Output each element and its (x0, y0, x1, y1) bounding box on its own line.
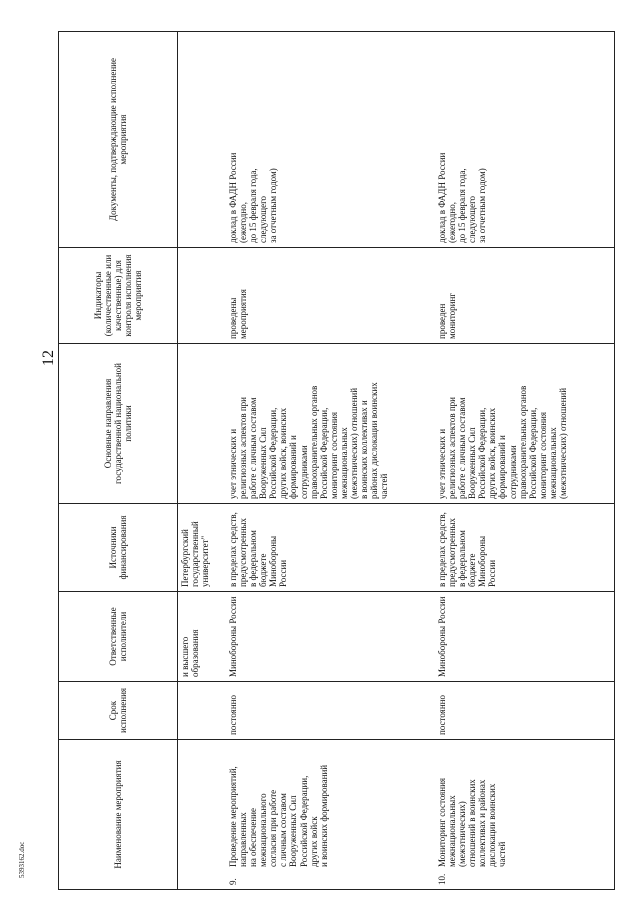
row-number: 10. (437, 873, 447, 885)
header-documents: Документы, подтверждающие исполнение мероприятия (59, 32, 178, 248)
header-funding: Источники финансирования (59, 504, 178, 592)
row-executors: Минобороны России (435, 592, 615, 682)
row-documents: доклад в ФАДН России (ежегодно, до 15 февраля года, следующего за отчетным годом) (226, 32, 435, 248)
header-directions: Основные направления государственной национальной политики (59, 344, 178, 504)
continuation-row (178, 32, 227, 890)
continuation-funding: Петербургский государственный университет" (178, 504, 227, 592)
row-funding: в пределах средств, предусмотренных в федеральном бюджете Минобороны России (226, 504, 435, 592)
row-name: Проведение мероприятий, направленных на обеспечение межнационального согласия при работе с личным составом Вооруженных Сил Российской Федерации, других войск и воинских формирований (228, 764, 329, 867)
row-term: постоянно (226, 682, 435, 740)
row-term: постоянно (435, 682, 615, 740)
row-executors: Минобороны России (226, 592, 435, 682)
row-indicators: проведен мониторинг (435, 248, 615, 344)
header-name: Наименование мероприятия (59, 740, 178, 890)
header-indicators: Индикаторы (количественные или качественные) для контроля исполнения мероприятия (59, 248, 178, 344)
table-row (435, 32, 615, 890)
document-footer: 5393162.doc (18, 841, 26, 878)
row-documents: доклад в ФАДН России (ежегодно, до 15 февраля года, следующего за отчетным годом) (435, 32, 615, 248)
row-directions: учет этнических и религиозных аспектов при работе с личным составом Вооруженных Сил Российской Федерации, других войск, воинских формирований и сотрудниками правоохранительных органов Российской Федерации, мониторинг состояния межнациональных (межэтнических) отношений в воинских коллективах и районах дислокации воинских частей (226, 344, 435, 504)
row-directions: учет этнических и религиозных аспектов при работе с личным составом Вооруженных Сил Российской Федерации, других войск, воинских формирований и сотрудниками правоохранительных органов Российской Федерации, мониторинг состояния межнациональных (межэтнических) отношений (435, 344, 615, 504)
row-number: 9. (228, 878, 238, 885)
rotated-table-container (58, 32, 602, 890)
table-row (226, 32, 435, 890)
row-indicators: проведены мероприятия (226, 248, 435, 344)
page-number: 12 (40, 350, 57, 366)
row-funding: в пределах средств, предусмотренных в федеральном бюджете Минобороны России (435, 504, 615, 592)
measures-table (58, 31, 615, 890)
header-term: Срок исполнения (59, 682, 178, 740)
header-executors: Ответственные исполнители (59, 592, 178, 682)
table-header-row (59, 32, 178, 890)
row-name: Мониторинг состояния межнациональных (межэтнических) отношений в воинских коллективах и районах дислокации воинских частей (437, 777, 508, 867)
continuation-executors: и высшего образования (178, 592, 227, 682)
